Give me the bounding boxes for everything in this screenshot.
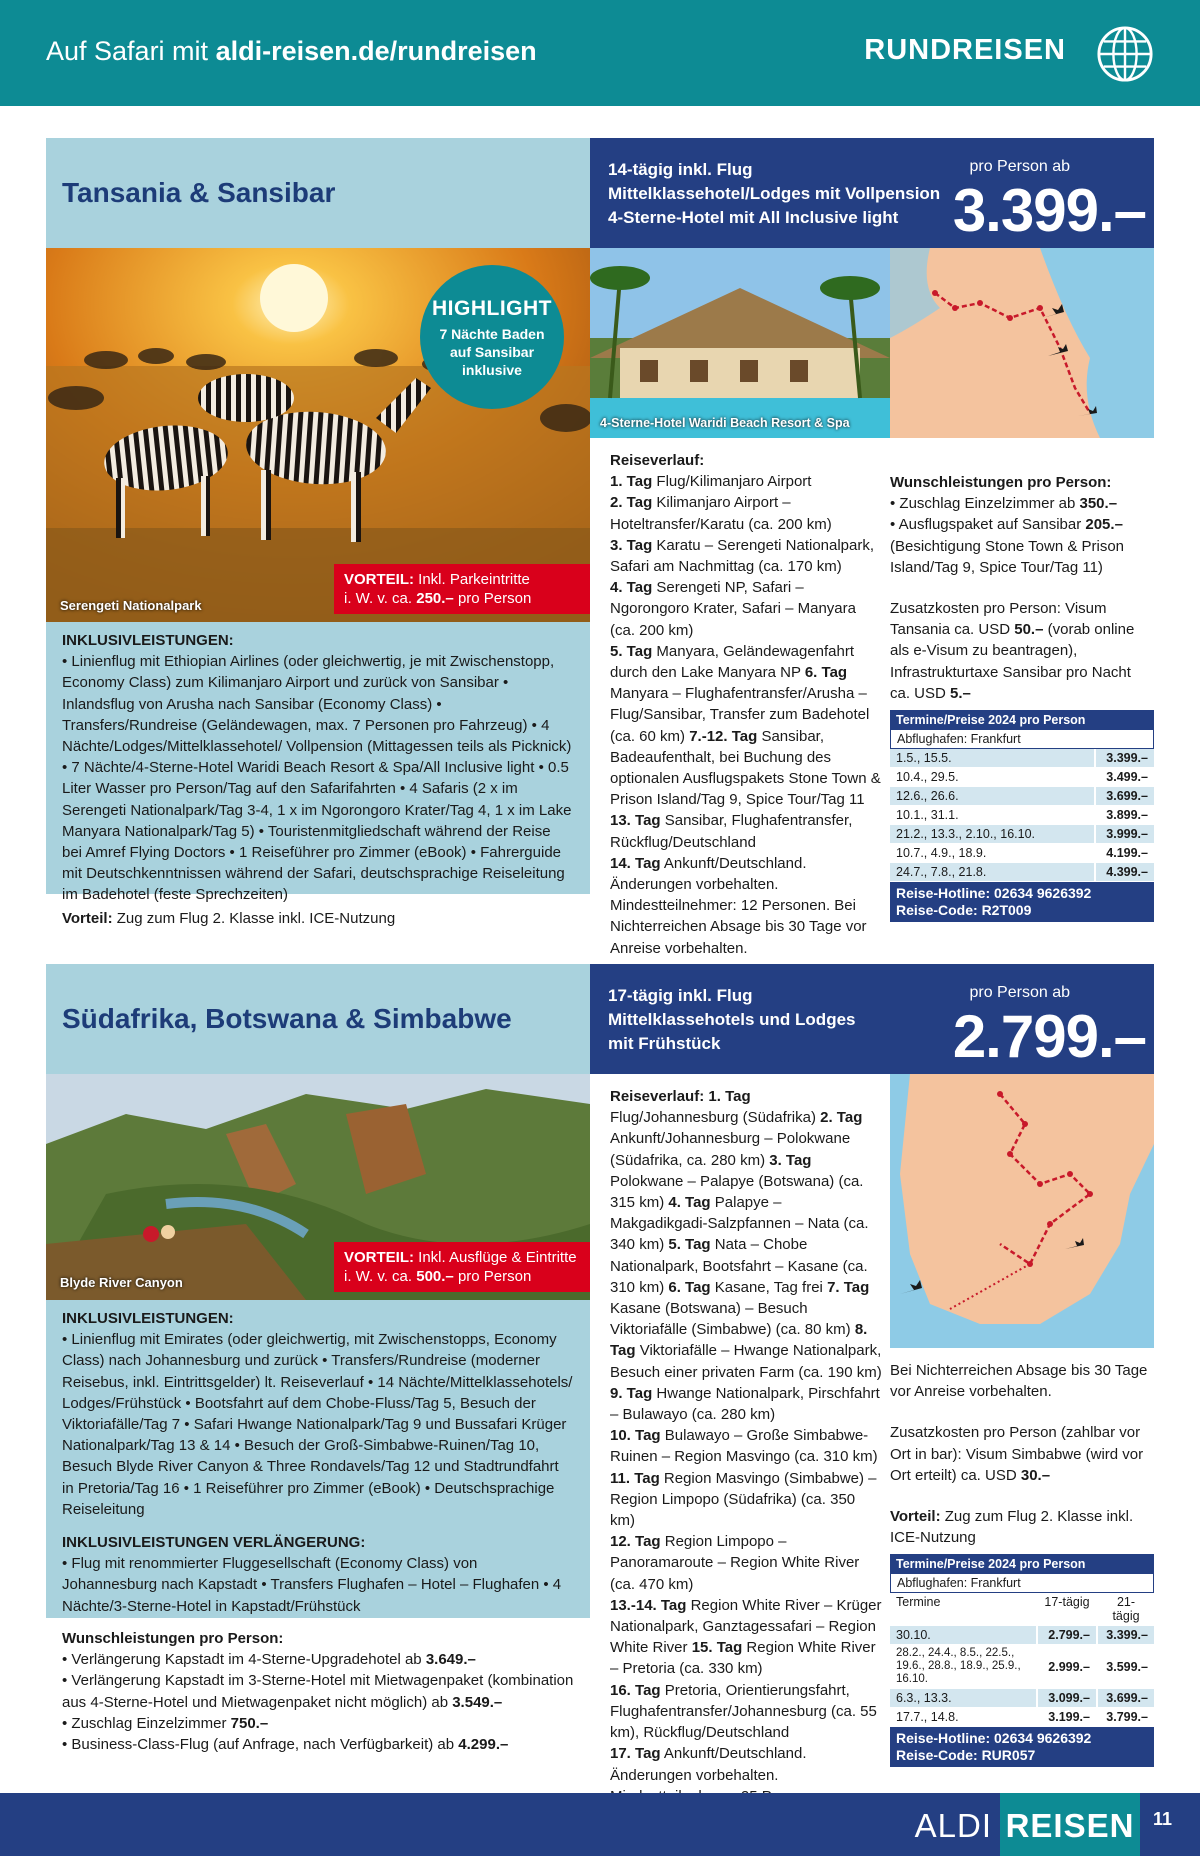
- trip2-vorteil-box: VORTEIL: Inkl. Ausflüge & Eintritte i. W. v. ca. 500.– pro Person: [334, 1242, 590, 1292]
- trip2-itinerary-heading: Reiseverlauf:: [610, 1088, 705, 1105]
- trip1-offer-bar: [590, 138, 1154, 248]
- trip2-wishes-heading: Wunschleistungen pro Person:: [62, 1630, 284, 1647]
- trip2-notes: [890, 1360, 1154, 1548]
- trip1-title: Tansania & Sansibar: [46, 138, 590, 248]
- highlight-badge: [420, 265, 564, 409]
- trip1-wish-item: • Zuschlag Einzelzimmer ab 350.–: [890, 495, 1118, 513]
- trip2-vorteil-zug: Vorteil: Zug zum Flug 2. Klasse inkl. ICE-Nutzung: [890, 1508, 1134, 1547]
- table-heading: Termine/Preise 2024 pro Person: [890, 710, 1154, 730]
- trip1-per-person: pro Person ab: [969, 158, 1070, 175]
- table-header-row: Termine 17-tägig 21-tägig: [890, 1593, 1154, 1626]
- trip2-wish-item: • Verlängerung Kapstadt im 4-Sterne-Upgradehotel ab 3.649.–: [62, 1651, 476, 1669]
- trip1-wishes: [890, 472, 1154, 704]
- trip2-absage: Bei Nichterreichen Absage bis 30 Tage vor Anreise vorbehalten.: [890, 1362, 1148, 1401]
- trip2-extra-costs: Zusatzkosten pro Person (zahlbar vor Ort in bar): Visum Simbabwe (wird vor Ort erteilt) ca. USD 30.–: [890, 1424, 1144, 1484]
- footer-aldi-logo: ALDI: [914, 1807, 992, 1844]
- table-row: 10.4., 29.5. 3.499.–: [890, 768, 1154, 787]
- trip1-vorteil-box: VORTEIL: Inkl. Parkeintritte i. W. v. ca. 250.– pro Person: [334, 564, 590, 614]
- trip2-itinerary-body: 1. Tag Flug/Johannesburg (Südafrika) 2. Tag Ankunft/Johannesburg – Polokwane (Südafrika, ca. 280 km) 3. Tag Polokwane – Palapye (Botswana) (ca. 315 km) 4. Tag Palapye – Makgadikgadi-Salzpfannen – Nata (ca. 340 km) 5. Tag Nata – Chobe Nationalpark, Bootsfahrt – Kasane (ca. 310 km) 6. Tag Kasane, Tag frei 7. Tag Kasane (Botswana) – Besuch Viktoriafälle (Simbabwe) (ca. 80 km) 8. Tag Viktoriafälle – Hwange Nationalpark, Besuch einer privaten Farm (ca. 190 km) 9. Tag Hwange Nationalpark, Pirschfahrt – Bulawayo (ca. 280 km) 10. Tag Bulawayo – Große Simbabwe-Ruinen – Region Masvingo (ca. 310 km) 11. Tag Region Masvingo (Simbabwe) – Region Limpopo (Südafrika) (ca. 350 km) 12. Tag Region Limpopo – Panoramaroute – Region White River (ca. 470 km) 13.-14. Tag Region White River – Krüger Nationalpark, Ganztagessafari – Region White River 15. Tag Region White River – Pretoria (ca. 330 km) 16. Tag Pretoria, Orientierungsfahrt, Flughafentransfer/Johannesburg (ca. 55 km), Rückflug/Deutschland 17. Tag Ankunft/Deutschland. Änderungen vorbehalten.: [610, 1088, 882, 1784]
- trip1-duration: 14-tägig inkl. Flug Mittelklassehotel/Lodges mit Vollpension 4-Sterne-Hotel mit All Inclusive light: [608, 160, 941, 227]
- trip2-title: Südafrika, Botswana & Simbabwe: [46, 964, 590, 1074]
- page-number: 11: [1152, 1809, 1172, 1829]
- trip2-inclusive: [46, 1300, 590, 1618]
- table-row: 6.3., 13.3. 3.099.– 3.699.–: [890, 1689, 1154, 1708]
- trip2-inclusive-heading: INKLUSIVLEISTUNGEN:: [62, 1310, 234, 1327]
- travel-code: Reise-Code: RUR057: [896, 1747, 1036, 1763]
- table-row: 1.5., 15.5. 3.399.–: [890, 749, 1154, 768]
- trip2-inclusive-text: • Linienflug mit Emirates (oder gleichwertig, mit Zwischenstopps, Economy Class) nach Johannesburg und zurück • Transfers/Rundreise (moderner Reisebus, inkl. Eintrittsgelder) lt. Reiseverlauf • 14 Nächte/Mittelklassehotels/ Lodges/Frühstück • Bootsfahrt auf dem Chobe-Fluss/Tag 5, Besuch der Viktoriafälle/Tag 7 • Safari Hwange Nationalpark/Tag 9 und Bussafari Krüger Nationalpark/Tag 13 & 14 • Besuch der Groß-Simbabwe-Ruinen/Tag 10, Besuch Blyde River Canyon & Three Rondavels/Tag 12 und Stadtrundfahrt in Pretoria/Tag 16 • 1 Reiseführer pro Zimmer (eBook) • Deutschsprachige Reiseleitung: [62, 1331, 573, 1518]
- table-row: 12.6., 26.6. 3.699.–: [890, 787, 1154, 806]
- trip1-wish-item: • Ausflugspaket auf Sansibar 205.– (Besichtigung Stone Town & Prison Island/Tag 9, Spice Tour/Tag 11): [890, 516, 1125, 576]
- trip2-wish-item: • Business-Class-Flug (auf Anfrage, nach Verfügbarkeit) ab 4.299.–: [62, 1736, 509, 1754]
- footer-reisen-logo: REISEN: [1000, 1793, 1140, 1856]
- trip1-extra-costs: Zusatzkosten pro Person: Visum Tansania ca. USD 50.– (vorab online als e-Visum zu beantragen), Infrastrukturtaxe Sansibar pro Nacht ca. USD 5.–: [890, 600, 1135, 702]
- hotline[interactable]: Reise-Hotline: 02634 9626392: [896, 885, 1092, 901]
- trip2-wishes: [62, 1628, 582, 1755]
- canyon-photo: [46, 1074, 590, 1300]
- highlight-title: HIGHLIGHT: [432, 297, 552, 320]
- hotel-photo: [590, 248, 890, 438]
- trip1-itinerary-heading: Reiseverlauf:: [610, 452, 705, 469]
- trip2-price: 2.799.–: [952, 1003, 1146, 1070]
- trip1-price-table: [890, 710, 1154, 922]
- footer-bar: [0, 1793, 1200, 1856]
- serengeti-photo: [46, 248, 590, 622]
- hotel-caption: 4-Sterne-Hotel Waridi Beach Resort & Spa: [600, 416, 850, 430]
- canyon-caption: Blyde River Canyon: [60, 1275, 183, 1290]
- hotline[interactable]: Reise-Hotline: 02634 9626392: [896, 1730, 1092, 1746]
- southern-africa-map: [890, 1074, 1154, 1348]
- trip2-extension-heading: INKLUSIVLEISTUNGEN VERLÄNGERUNG:: [62, 1534, 366, 1552]
- top-banner: [0, 0, 1200, 106]
- serengeti-caption: Serengeti Nationalpark: [60, 598, 202, 613]
- trip2-itinerary: [610, 1086, 882, 1807]
- trip2-wish-item: • Zuschlag Einzelzimmer 750.–: [62, 1714, 269, 1732]
- trip2-duration: 17-tägig inkl. Flug Mittelklassehotels und Lodges mit Frühstück: [608, 986, 856, 1053]
- highlight-text: 7 Nächte Baden auf Sansibar inklusive: [439, 326, 545, 378]
- table-row: 17.7., 14.8. 3.199.– 3.799.–: [890, 1708, 1154, 1727]
- trip1-wishes-heading: Wunschleistungen pro Person:: [890, 474, 1112, 491]
- table-footer: [890, 882, 1154, 922]
- trip1-price: 3.399.–: [952, 177, 1146, 244]
- table-row: 24.7., 7.8., 21.8. 4.399.–: [890, 863, 1154, 882]
- globe-icon: [1096, 25, 1154, 83]
- table-row: 21.2., 13.3., 2.10., 16.10. 3.999.–: [890, 825, 1154, 844]
- travel-code: Reise-Code: R2T009: [896, 902, 1032, 918]
- trip1-itinerary: [610, 450, 882, 959]
- trip1-inclusive-heading: INKLUSIVLEISTUNGEN:: [62, 632, 234, 649]
- table-row: 30.10. 2.799.– 3.399.–: [890, 1626, 1154, 1645]
- trip1-inclusive-text: • Linienflug mit Ethiopian Airlines (oder gleichwertig, je mit Zwischenstopp, Economy Class) zum Kilimanjaro Airport und zurück von Sansibar • Inlandsflug von Arusha nach Sansibar (Economy Class) • Transfers/Rundreise (Geländewagen, max. 7 Personen pro Fahrzeug) • 4 Nächte/Lodges/Mittelklassehotel/ Vollpension (Mittagessen teils als Picknick) • 7 Nächte/4-Sterne-Hotel Waridi Beach Resort & Spa/All Inclusive light • 0.5 Liter Wasser pro Person/Tag auf den Safarifahrten • 4 Safaris (2 x im Serengeti Nationalpark/Tag 3-4, 1 x im Ngorongoro Krater/Tag 4, 1 x im Lake Manyara Nationalpark/Tag 5) • Touristenmitgliedschaft während der Reise bei Amref Flying Doctors • 1 Reiseführer pro Zimmer (eBook) • Fahrerguide mit Deutschkenntnissen während der Safari, deutschsprachige Reiseleitung im Badehotel (feste Sprechzeiten): [62, 653, 572, 904]
- header-category: RUNDREISEN: [864, 34, 1066, 66]
- header-url[interactable]: aldi-reisen.de/rundreisen: [215, 36, 537, 66]
- table-subheading: Abflughafen: Frankfurt: [890, 1574, 1154, 1593]
- table-row: 28.2., 24.4., 8.5., 22.5., 19.6., 28.8., 18.9., 25.9., 16.10. 2.999.– 3.599.–: [890, 1645, 1154, 1689]
- tansania-map: [890, 248, 1154, 438]
- trip2-extension-text: • Flug mit renommierter Fluggesellschaft (Economy Class) von Johannesburg nach Kapstadt • Transfers Flughafen – Hotel – Flughafen • 4 Nächte/3-Sterne-Hotel in Kapstadt/Frühstück: [62, 1555, 562, 1615]
- table-row: 10.1., 31.1. 3.899.–: [890, 806, 1154, 825]
- trip2-per-person: pro Person ab: [969, 984, 1070, 1001]
- trip2-price-table: [890, 1554, 1154, 1767]
- trip2-wish-item: • Verlängerung Kapstadt im 3-Sterne-Hotel mit Mietwagenpaket (kombination aus 4-Sterne-Hotel und Mietwagenpaket nicht möglich) ab 3.549.–: [62, 1672, 574, 1711]
- table-subheading: Abflughafen: Frankfurt: [890, 730, 1154, 749]
- trip1-vorteil-zug: Vorteil: Zug zum Flug 2. Klasse inkl. ICE-Nutzung: [62, 910, 396, 927]
- trip1-inclusive: [46, 622, 590, 904]
- trip2-offer-bar: [590, 964, 1154, 1074]
- table-heading: Termine/Preise 2024 pro Person: [890, 1554, 1154, 1574]
- table-footer: [890, 1727, 1154, 1767]
- trip1-itinerary-body: 1. Tag Flug/Kilimanjaro Airport 2. Tag Kilimanjaro Airport – Hoteltransfer/Karatu (ca. 200 km) 3. Tag Karatu – Serengeti Nationalpark, Safari am Nachmittag (ca. 170 km) 4. Tag Serengeti NP, Safari – Ngorongoro Krater, Safari – Manyara (ca. 200 km) 5. Tag Manyara, Geländewagenfahrt durch den Lake Manyara NP 6. Tag Manyara – Flughafentransfer/Arusha – Flug/Sansibar, Transfer zum Badehotel (ca. 60 km) 7.-12. Tag Sansibar, Badeaufenthalt, bei Buchung des optionalen Ausflugspakets Stone Town & Prison Island/Tag 9, Spice Tour/Tag 11 13. Tag Sansibar, Flughafentransfer, Rückflug/Deutschland 14. Tag Ankunft/Deutschland. Änderungen vorbehalten. Mindestteilnehmer: 12 Personen. Bei Nichterreichen Absage bis 30 Tage vor Anreise vorbehalten.: [610, 473, 881, 957]
- header-tagline: Auf Safari mit aldi-reisen.de/rundreisen: [46, 36, 537, 66]
- table-row: 10.7., 4.9., 18.9. 4.199.–: [890, 844, 1154, 863]
